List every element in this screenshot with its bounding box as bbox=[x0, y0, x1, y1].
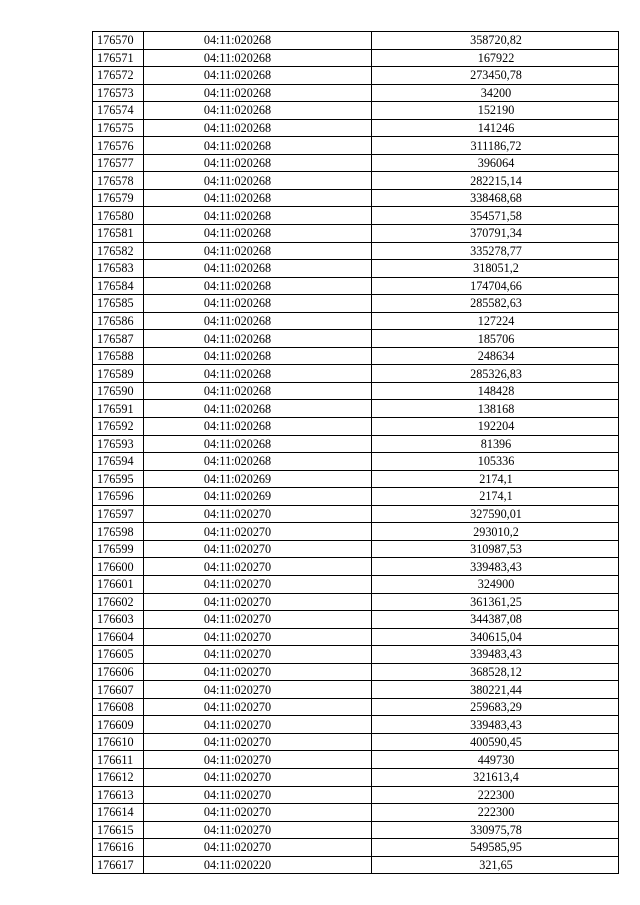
amount-cell: 321613,4 bbox=[372, 768, 619, 786]
cadastral-code-cell: 04:11:020270 bbox=[144, 839, 372, 857]
table-row bbox=[93, 418, 619, 436]
cadastral-code-cell: 04:11:020270 bbox=[144, 523, 372, 541]
amount-cell: 339483,43 bbox=[372, 716, 619, 734]
amount-cell: 324900 bbox=[372, 575, 619, 593]
table-row bbox=[93, 768, 619, 786]
table-row bbox=[93, 67, 619, 85]
amount-cell: 285326,83 bbox=[372, 365, 619, 383]
cadastral-code-cell: 04:11:020268 bbox=[144, 225, 372, 243]
record-number-cell: 176604 bbox=[93, 628, 144, 646]
table-row bbox=[93, 523, 619, 541]
amount-cell: 152190 bbox=[372, 102, 619, 120]
amount-cell: 222300 bbox=[372, 786, 619, 804]
table-row bbox=[93, 575, 619, 593]
record-number-cell: 176572 bbox=[93, 67, 144, 85]
cadastral-code-cell: 04:11:020268 bbox=[144, 277, 372, 295]
table-row bbox=[93, 611, 619, 629]
cadastral-code-cell: 04:11:020268 bbox=[144, 67, 372, 85]
record-number-cell: 176617 bbox=[93, 856, 144, 874]
table-row bbox=[93, 839, 619, 857]
record-number-cell: 176575 bbox=[93, 119, 144, 137]
amount-cell: 167922 bbox=[372, 49, 619, 67]
record-number-cell: 176602 bbox=[93, 593, 144, 611]
cadastral-code-cell: 04:11:020270 bbox=[144, 804, 372, 822]
record-number-cell: 176614 bbox=[93, 804, 144, 822]
record-number-cell: 176585 bbox=[93, 295, 144, 313]
record-number-cell: 176613 bbox=[93, 786, 144, 804]
amount-cell: 34200 bbox=[372, 84, 619, 102]
amount-cell: 358720,82 bbox=[372, 32, 619, 50]
cadastral-code-cell: 04:11:020268 bbox=[144, 84, 372, 102]
record-number-cell: 176592 bbox=[93, 418, 144, 436]
amount-cell: 370791,34 bbox=[372, 225, 619, 243]
cadastral-code-cell: 04:11:020268 bbox=[144, 295, 372, 313]
amount-cell: 361361,25 bbox=[372, 593, 619, 611]
cadastral-code-cell: 04:11:020268 bbox=[144, 347, 372, 365]
record-number-cell: 176595 bbox=[93, 470, 144, 488]
record-number-cell: 176606 bbox=[93, 663, 144, 681]
record-number-cell: 176610 bbox=[93, 733, 144, 751]
amount-cell: 174704,66 bbox=[372, 277, 619, 295]
table-row bbox=[93, 821, 619, 839]
record-number-cell: 176582 bbox=[93, 242, 144, 260]
cadastral-code-cell: 04:11:020268 bbox=[144, 418, 372, 436]
record-number-cell: 176616 bbox=[93, 839, 144, 857]
amount-cell: 127224 bbox=[372, 312, 619, 330]
amount-cell: 344387,08 bbox=[372, 611, 619, 629]
record-number-cell: 176612 bbox=[93, 768, 144, 786]
amount-cell: 192204 bbox=[372, 418, 619, 436]
amount-cell: 138168 bbox=[372, 400, 619, 418]
cadastral-code-cell: 04:11:020268 bbox=[144, 435, 372, 453]
cadastral-code-cell: 04:11:020268 bbox=[144, 260, 372, 278]
cadastral-code-cell: 04:11:020268 bbox=[144, 382, 372, 400]
record-number-cell: 176583 bbox=[93, 260, 144, 278]
amount-cell: 368528,12 bbox=[372, 663, 619, 681]
table-row bbox=[93, 119, 619, 137]
record-number-cell: 176578 bbox=[93, 172, 144, 190]
cadastral-code-cell: 04:11:020270 bbox=[144, 558, 372, 576]
table-row bbox=[93, 260, 619, 278]
table-row bbox=[93, 628, 619, 646]
cadastral-code-cell: 04:11:020269 bbox=[144, 488, 372, 506]
cadastral-code-cell: 04:11:020270 bbox=[144, 646, 372, 664]
record-number-cell: 176577 bbox=[93, 154, 144, 172]
table-row bbox=[93, 505, 619, 523]
table-row bbox=[93, 558, 619, 576]
cadastral-code-cell: 04:11:020268 bbox=[144, 189, 372, 207]
amount-cell: 148428 bbox=[372, 382, 619, 400]
cadastral-code-cell: 04:11:020268 bbox=[144, 400, 372, 418]
amount-cell: 321,65 bbox=[372, 856, 619, 874]
amount-cell: 105336 bbox=[372, 453, 619, 471]
record-number-cell: 176591 bbox=[93, 400, 144, 418]
cadastral-code-cell: 04:11:020220 bbox=[144, 856, 372, 874]
table-row bbox=[93, 804, 619, 822]
record-number-cell: 176581 bbox=[93, 225, 144, 243]
record-number-cell: 176611 bbox=[93, 751, 144, 769]
table-row bbox=[93, 102, 619, 120]
amount-cell: 338468,68 bbox=[372, 189, 619, 207]
table-row bbox=[93, 698, 619, 716]
table-row bbox=[93, 189, 619, 207]
cadastral-code-cell: 04:11:020268 bbox=[144, 453, 372, 471]
cadastral-code-cell: 04:11:020270 bbox=[144, 821, 372, 839]
table-row bbox=[93, 382, 619, 400]
cadastral-code-cell: 04:11:020270 bbox=[144, 733, 372, 751]
table-row bbox=[93, 347, 619, 365]
cadastral-code-cell: 04:11:020270 bbox=[144, 505, 372, 523]
table-row bbox=[93, 365, 619, 383]
cadastral-code-cell: 04:11:020270 bbox=[144, 540, 372, 558]
record-number-cell: 176588 bbox=[93, 347, 144, 365]
cadastral-code-cell: 04:11:020268 bbox=[144, 172, 372, 190]
cadastral-code-cell: 04:11:020270 bbox=[144, 698, 372, 716]
amount-cell: 311186,72 bbox=[372, 137, 619, 155]
amount-cell: 81396 bbox=[372, 435, 619, 453]
record-number-cell: 176605 bbox=[93, 646, 144, 664]
table-row bbox=[93, 49, 619, 67]
record-number-cell: 176576 bbox=[93, 137, 144, 155]
cadastral-code-cell: 04:11:020268 bbox=[144, 312, 372, 330]
cadastral-code-cell: 04:11:020270 bbox=[144, 628, 372, 646]
cadastral-code-cell: 04:11:020270 bbox=[144, 593, 372, 611]
amount-cell: 327590,01 bbox=[372, 505, 619, 523]
table-row bbox=[93, 681, 619, 699]
table-row bbox=[93, 716, 619, 734]
amount-cell: 396064 bbox=[372, 154, 619, 172]
record-number-cell: 176584 bbox=[93, 277, 144, 295]
cadastral-code-cell: 04:11:020268 bbox=[144, 242, 372, 260]
record-number-cell: 176579 bbox=[93, 189, 144, 207]
amount-cell: 318051,2 bbox=[372, 260, 619, 278]
table-row bbox=[93, 453, 619, 471]
amount-cell: 380221,44 bbox=[372, 681, 619, 699]
amount-cell: 141246 bbox=[372, 119, 619, 137]
table-row bbox=[93, 470, 619, 488]
table-row bbox=[93, 856, 619, 874]
amount-cell: 282215,14 bbox=[372, 172, 619, 190]
record-number-cell: 176615 bbox=[93, 821, 144, 839]
table-row bbox=[93, 172, 619, 190]
amount-cell: 222300 bbox=[372, 804, 619, 822]
record-number-cell: 176609 bbox=[93, 716, 144, 734]
registry-table-body bbox=[93, 32, 619, 874]
record-number-cell: 176589 bbox=[93, 365, 144, 383]
table-row bbox=[93, 207, 619, 225]
record-number-cell: 176601 bbox=[93, 575, 144, 593]
table-row bbox=[93, 540, 619, 558]
amount-cell: 259683,29 bbox=[372, 698, 619, 716]
cadastral-code-cell: 04:11:020270 bbox=[144, 716, 372, 734]
record-number-cell: 176594 bbox=[93, 453, 144, 471]
amount-cell: 335278,77 bbox=[372, 242, 619, 260]
record-number-cell: 176596 bbox=[93, 488, 144, 506]
cadastral-code-cell: 04:11:020268 bbox=[144, 330, 372, 348]
table-row bbox=[93, 225, 619, 243]
record-number-cell: 176598 bbox=[93, 523, 144, 541]
record-number-cell: 176573 bbox=[93, 84, 144, 102]
amount-cell: 2174,1 bbox=[372, 470, 619, 488]
table-row bbox=[93, 435, 619, 453]
cadastral-code-cell: 04:11:020268 bbox=[144, 365, 372, 383]
record-number-cell: 176590 bbox=[93, 382, 144, 400]
cadastral-code-cell: 04:11:020270 bbox=[144, 663, 372, 681]
cadastral-code-cell: 04:11:020270 bbox=[144, 611, 372, 629]
record-number-cell: 176574 bbox=[93, 102, 144, 120]
cadastral-code-cell: 04:11:020270 bbox=[144, 575, 372, 593]
record-number-cell: 176570 bbox=[93, 32, 144, 50]
record-number-cell: 176580 bbox=[93, 207, 144, 225]
record-number-cell: 176607 bbox=[93, 681, 144, 699]
amount-cell: 273450,78 bbox=[372, 67, 619, 85]
amount-cell: 248634 bbox=[372, 347, 619, 365]
record-number-cell: 176599 bbox=[93, 540, 144, 558]
cadastral-code-cell: 04:11:020270 bbox=[144, 681, 372, 699]
table-row bbox=[93, 242, 619, 260]
table-row bbox=[93, 400, 619, 418]
table-row bbox=[93, 154, 619, 172]
record-number-cell: 176597 bbox=[93, 505, 144, 523]
amount-cell: 549585,95 bbox=[372, 839, 619, 857]
cadastral-code-cell: 04:11:020270 bbox=[144, 751, 372, 769]
record-number-cell: 176600 bbox=[93, 558, 144, 576]
amount-cell: 330975,78 bbox=[372, 821, 619, 839]
table-row bbox=[93, 646, 619, 664]
table-row bbox=[93, 663, 619, 681]
cadastral-code-cell: 04:11:020269 bbox=[144, 470, 372, 488]
cadastral-code-cell: 04:11:020268 bbox=[144, 207, 372, 225]
record-number-cell: 176608 bbox=[93, 698, 144, 716]
cadastral-code-cell: 04:11:020270 bbox=[144, 768, 372, 786]
record-number-cell: 176603 bbox=[93, 611, 144, 629]
amount-cell: 339483,43 bbox=[372, 646, 619, 664]
amount-cell: 310987,53 bbox=[372, 540, 619, 558]
amount-cell: 449730 bbox=[372, 751, 619, 769]
amount-cell: 293010,2 bbox=[372, 523, 619, 541]
amount-cell: 340615,04 bbox=[372, 628, 619, 646]
record-number-cell: 176587 bbox=[93, 330, 144, 348]
table-row bbox=[93, 295, 619, 313]
cadastral-code-cell: 04:11:020268 bbox=[144, 137, 372, 155]
amount-cell: 285582,63 bbox=[372, 295, 619, 313]
amount-cell: 185706 bbox=[372, 330, 619, 348]
cadastral-code-cell: 04:11:020268 bbox=[144, 49, 372, 67]
cadastral-code-cell: 04:11:020268 bbox=[144, 154, 372, 172]
record-number-cell: 176571 bbox=[93, 49, 144, 67]
table-row bbox=[93, 277, 619, 295]
amount-cell: 400590,45 bbox=[372, 733, 619, 751]
amount-cell: 339483,43 bbox=[372, 558, 619, 576]
cadastral-code-cell: 04:11:020268 bbox=[144, 119, 372, 137]
amount-cell: 2174,1 bbox=[372, 488, 619, 506]
registry-table bbox=[92, 31, 619, 874]
record-number-cell: 176593 bbox=[93, 435, 144, 453]
record-number-cell: 176586 bbox=[93, 312, 144, 330]
table-row bbox=[93, 733, 619, 751]
table-row bbox=[93, 84, 619, 102]
cadastral-code-cell: 04:11:020268 bbox=[144, 102, 372, 120]
table-row bbox=[93, 330, 619, 348]
table-row bbox=[93, 488, 619, 506]
table-row bbox=[93, 786, 619, 804]
table-row bbox=[93, 137, 619, 155]
amount-cell: 354571,58 bbox=[372, 207, 619, 225]
table-row bbox=[93, 593, 619, 611]
table-row bbox=[93, 751, 619, 769]
table-row bbox=[93, 312, 619, 330]
table-row bbox=[93, 32, 619, 50]
cadastral-code-cell: 04:11:020270 bbox=[144, 786, 372, 804]
cadastral-code-cell: 04:11:020268 bbox=[144, 32, 372, 50]
